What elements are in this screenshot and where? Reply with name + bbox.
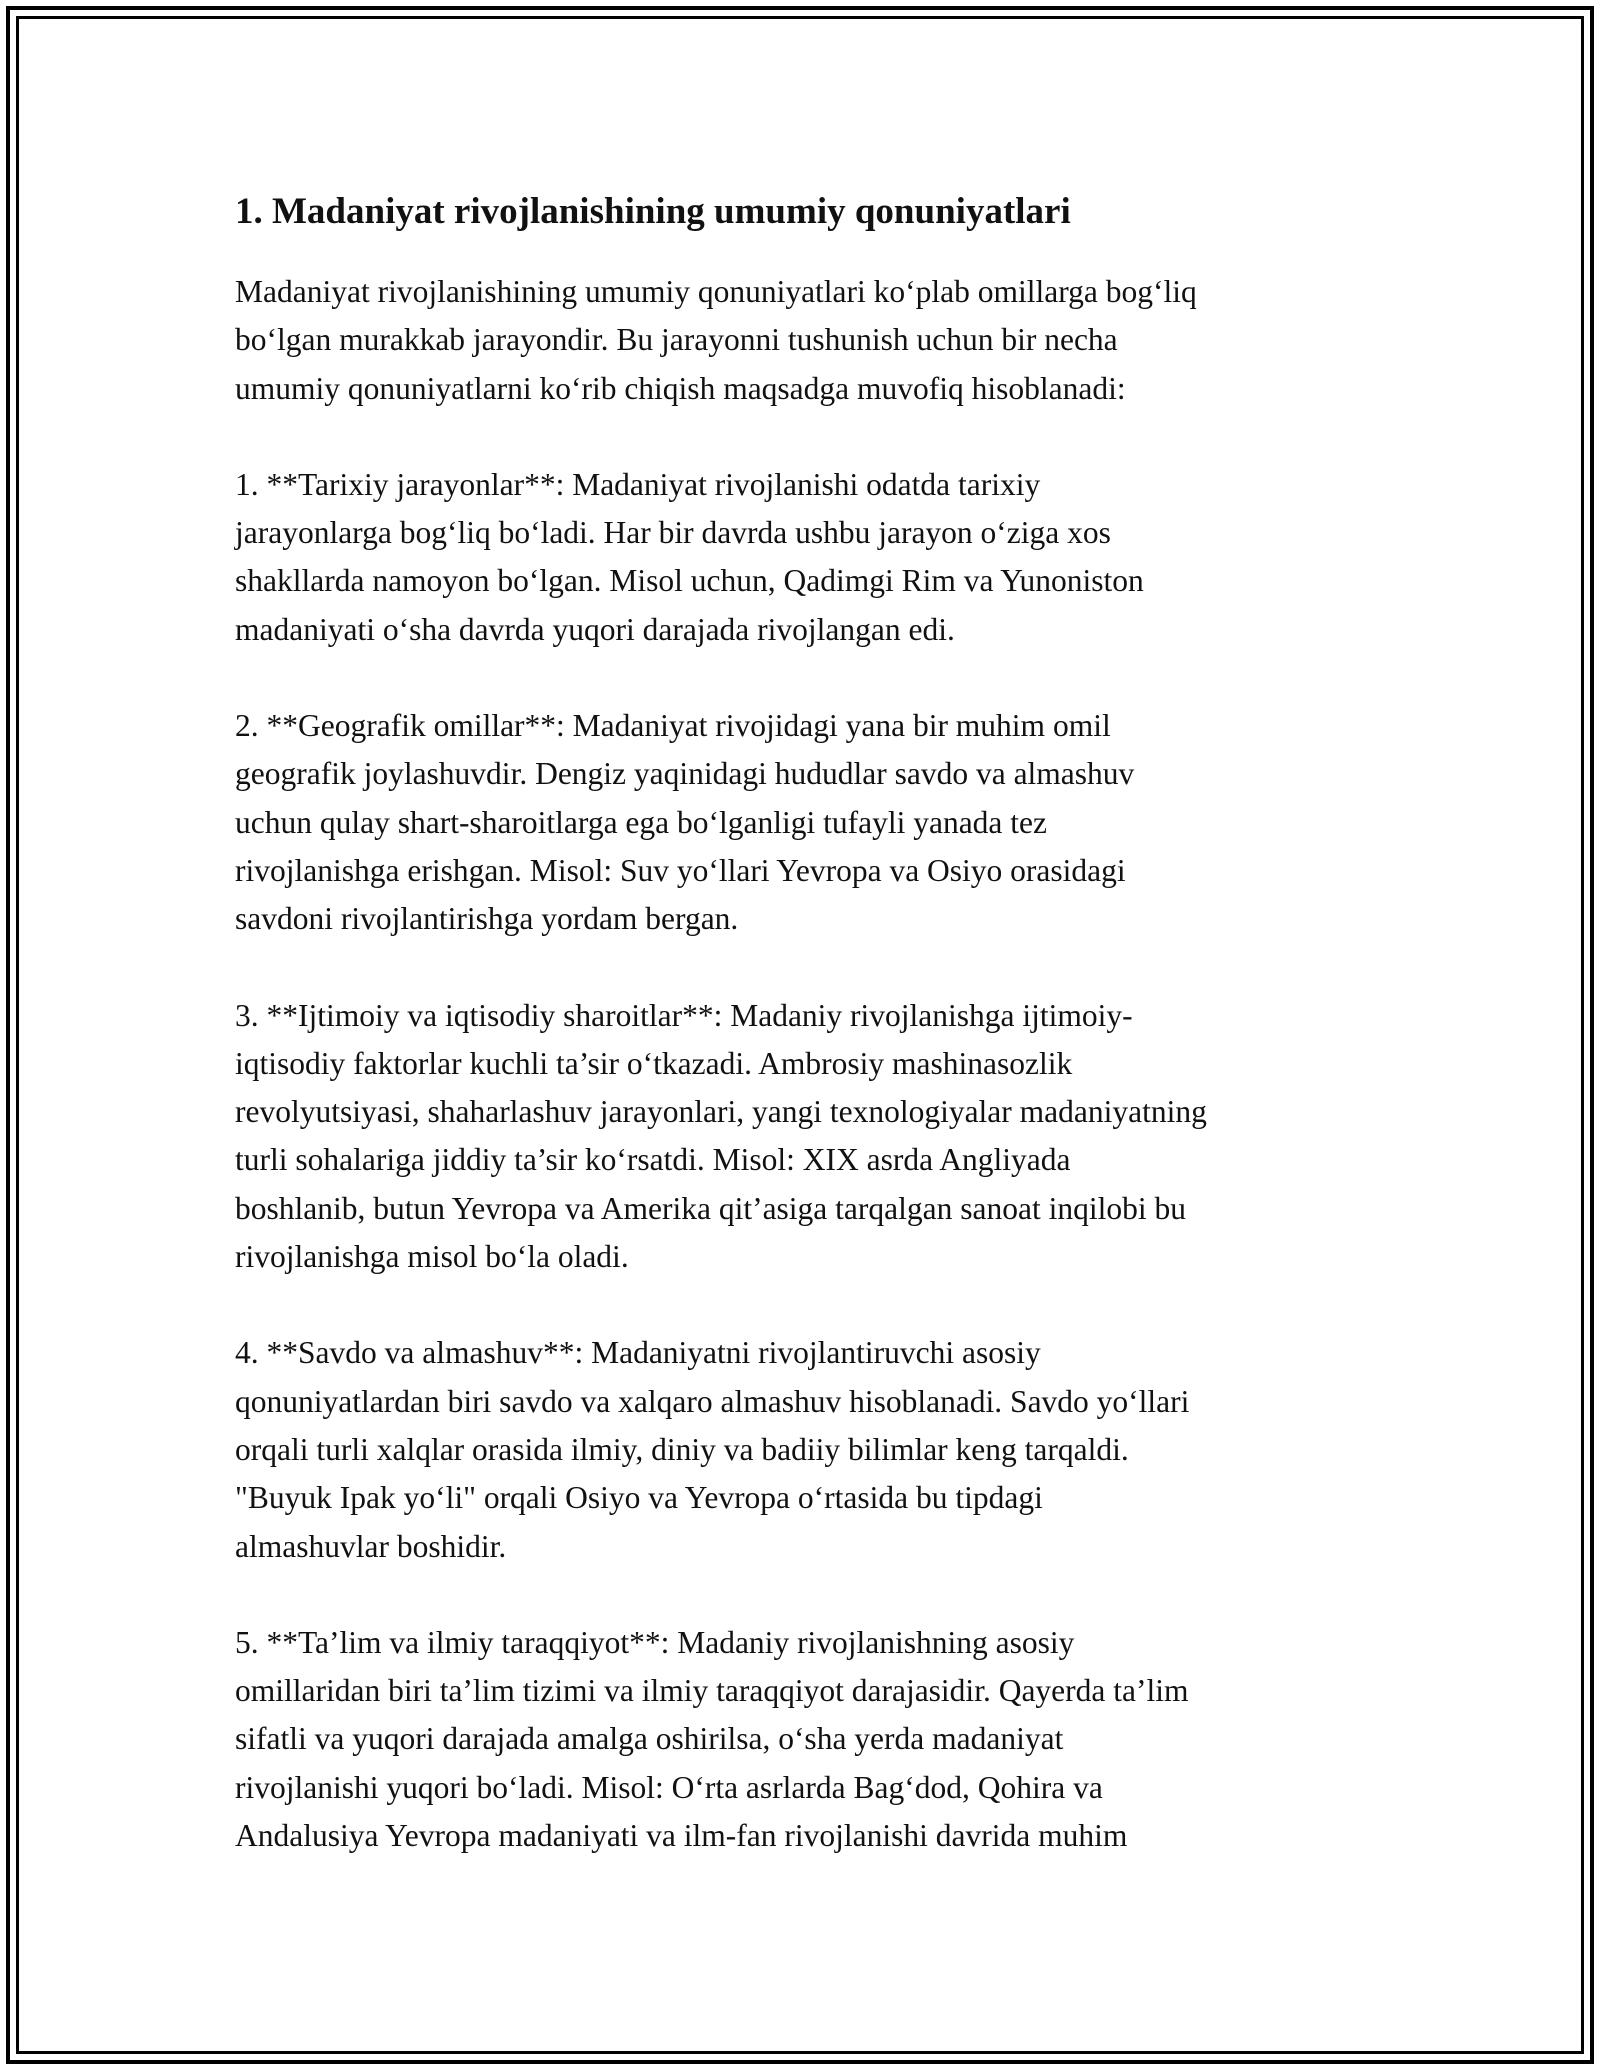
document-body	[235, 186, 1375, 1860]
paragraph-geographic-factors: 2. **Geografik omillar**: Madaniyat rivojidagi yana bir muhim omil geografik joylashuvdir. Dengiz yaqinidagi hududlar savdo va almashuv uchun qulay shart-sharoitlarga ega bo‘lganligi tufayli yanada tez rivojlanishga erishgan. Misol: Suv yo‘llari Yevropa va Osiyo orasidagi savdoni rivojlantirishga yordam bergan.	[235, 708, 1135, 937]
paragraph-social-economic-conditions: 3. **Ijtimoiy va iqtisodiy sharoitlar**: Madaniy rivojlanishga ijtimoiy- iqtisodiy faktorlar kuchli ta’sir o‘tkazadi. Ambrosiy mashinasozlik revolyutsiyasi, shaharlashuv jarayonlari, yangi texnologiyalar madaniyatning turli sohalariga jiddiy ta’sir ko‘rsatdi. Misol: XIX asrda Angliyada boshlanib, butun Yevropa va Amerika qit’asiga tarqalgan sanoat inqilobi bu rivojlanishga misol bo‘la oladi.	[235, 997, 1207, 1275]
paragraph-trade-exchange: 4. **Savdo va almashuv**: Madaniyatni rivojlantiruvchi asosiy qonuniyatlardan biri savdo va xalqaro almashuv hisoblanadi. Savdo yo‘llari orqali turli xalqlar orasida ilmiy, diniy va badiiy bilimlar keng tarqaldi. "Buyuk Ipak yo‘li" orqali Osiyo va Yevropa o‘rtasida bu tipdagi almashuvlar boshidir.	[235, 1335, 1190, 1564]
intro-paragraph: Madaniyat rivojlanishining umumiy qonuniyatlari ko‘plab omillarga bog‘liq bo‘lgan murakkab jarayondir. Bu jarayonni tushunish uchun bir necha umumiy qonuniyatlarni ko‘rib chiqish maqsadga muvofiq hisoblanadi:	[235, 274, 1197, 406]
paragraph-historical-processes: 1. **Tarixiy jarayonlar**: Madaniyat rivojlanishi odatda tarixiy jarayonlarga bog‘liq bo‘ladi. Har bir davrda ushbu jarayon o‘ziga xos shakllarda namoyon bo‘lgan. Misol uchun, Qadimgi Rim va Yunoniston madaniyati o‘sha davrda yuqori darajada rivojlangan edi.	[235, 466, 1144, 647]
section-heading: 1. Madaniyat rivojlanishining umumiy qonuniyatlari	[235, 191, 1071, 232]
paragraph-education-science: 5. **Ta’lim va ilmiy taraqqiyot**: Madaniy rivojlanishning asosiy omillaridan biri ta’lim tizimi va ilmiy taraqqiyot darajasidir. Qayerda ta’lim sifatli va yuqori darajada amalga oshirilsa, o‘sha yerda madaniyat rivojlanishi yuqori bo‘ladi. Misol: O‘rta asrlarda Bag‘dod, Qohira va Andalusiya Yevropa madaniyati va ilm-fan rivojlanishi davrida muhim	[235, 1624, 1189, 1854]
